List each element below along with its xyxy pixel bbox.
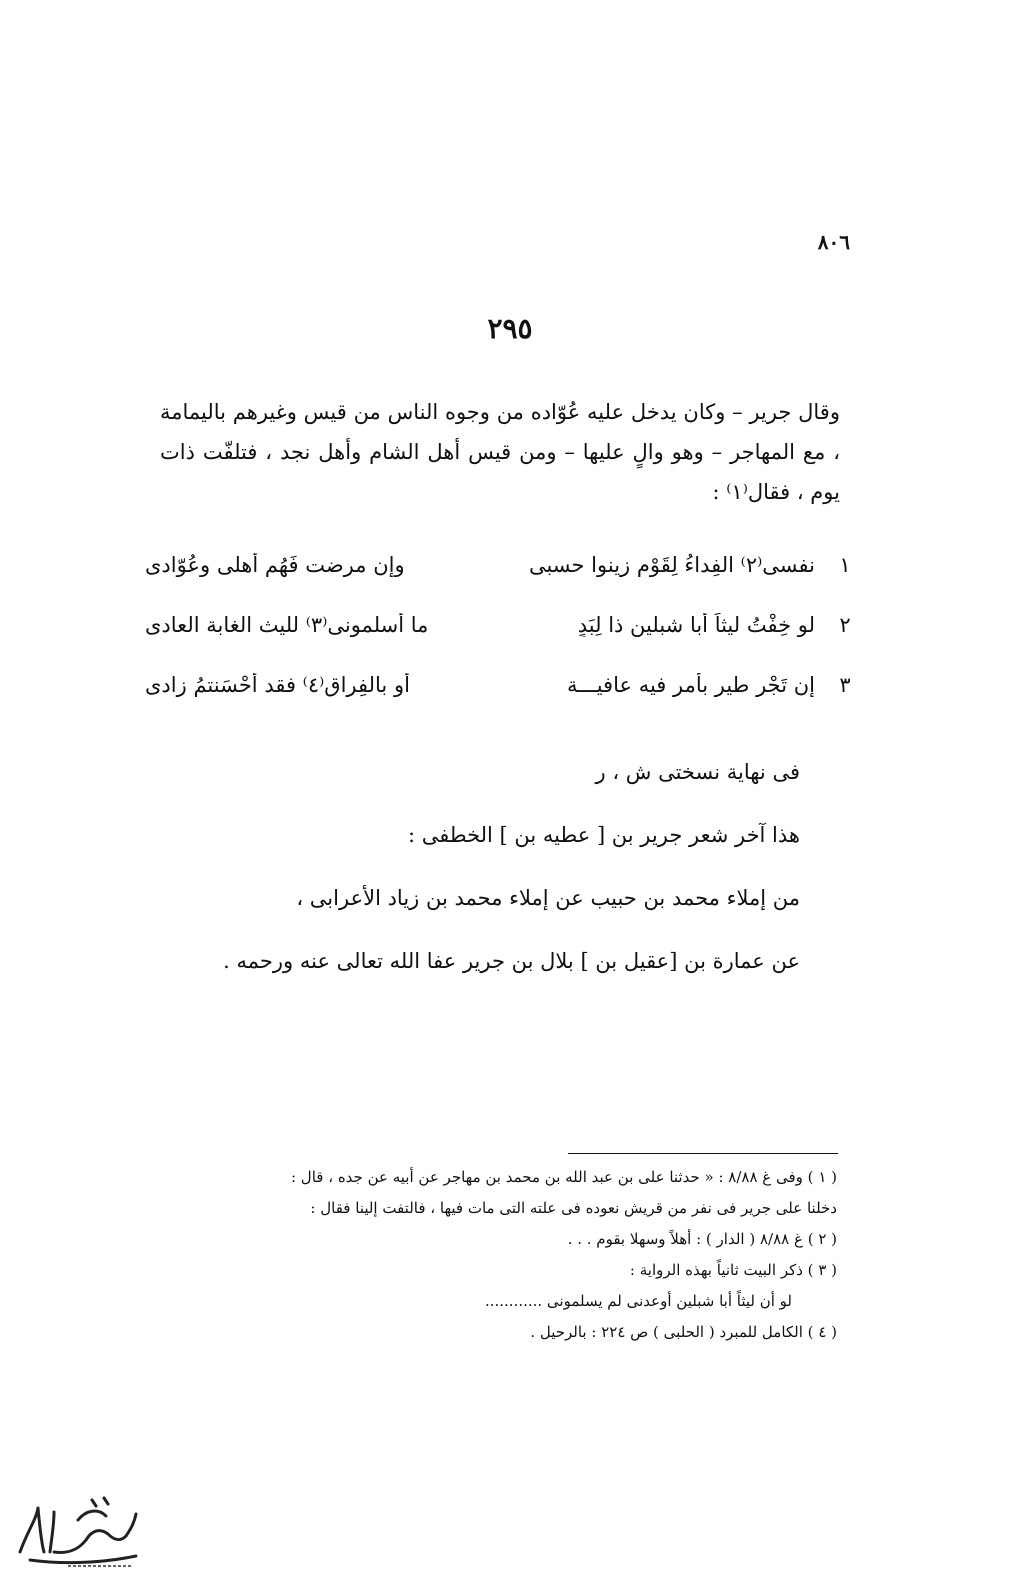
footnote-line: ( ١ ) وفى غ ٨/٨٨ : « حدثنا على بن عبد الله بن محمد بن مهاجر عن أبيه عن جده ، قال : [290, 1168, 837, 1186]
footnote-line: لو أن ليثاً أبا شبلين أوعدنى لم يسلمونى ............ [484, 1292, 792, 1310]
footnotes [185, 1163, 837, 1349]
colophon [160, 750, 800, 1002]
colophon-line: فى نهاية نسختى ش ، ر [595, 760, 800, 784]
verse-second-hemistich: وإن مرضت فَهُم أهلى وعُوّادى [145, 553, 405, 577]
verse-line [145, 605, 855, 665]
colophon-line: هذا آخر شعر جرير بن [ عطيه بن ] الخطفى : [407, 823, 800, 847]
verse-second-hemistich: ما أسلمونى⁽٣⁾ لليث الغابة العادى [145, 613, 429, 637]
intro-paragraph: وقال جرير – وكان يدخل عليه عُوّاده من وجوه الناس من قيس وغيرهم باليمامة ، مع المهاجر – وهو والٍ عليها – ومن قيس أهل الشام وأهل نجد ، فتلفّت ذات يوم ، فقال⁽١⁾ : [160, 400, 840, 504]
verse-number: ١ [839, 553, 851, 577]
verses [145, 545, 855, 725]
poem-number: ٢٩٥ [487, 312, 533, 345]
verse-first-hemistich: إن تَجْرِ طير بأمرٍ فيه عافيـــة [567, 673, 815, 697]
page-number: ٨٠٦ [817, 230, 850, 254]
verse-line [145, 665, 855, 725]
verse-number: ٣ [839, 673, 851, 697]
library-stamp-logo [8, 1490, 148, 1570]
colophon-line: من إملاء محمد بن حبيب عن إملاء محمد بن زياد الأعرابى ، [296, 886, 800, 910]
verse-number: ٢ [839, 613, 851, 637]
footnote-line: ( ٣ ) ذكر البيت ثانياً بهذه الرواية : [629, 1261, 837, 1279]
footnote-line: دخلنا على جرير فى نفر من قريش نعوده فى علته التى مات فيها ، فالتفت إلينا فقال : [310, 1199, 837, 1217]
verse-second-hemistich: أو بالفِراق⁽٤⁾ فقد أحْسَنتمُ زادى [145, 673, 410, 697]
colophon-line: عن عمارة بن [عقيل بن ] بلال بن جرير عفا الله تعالى عنه ورحمه . [223, 949, 800, 973]
footnote-line: ( ٤ ) الكامل للمبرد ( الحلبى ) ص ٢٢٤ : بالرحيل . [530, 1323, 837, 1341]
verse-line [145, 545, 855, 605]
footnote-divider [568, 1153, 838, 1154]
verse-first-hemistich: نفسى⁽٢⁾ الفِداءُ لِقَوْمٍ زينوا حسبى [528, 553, 815, 577]
verse-first-hemistich: لو خِفْتُ ليثاً أبا شبلين ذا لِبَدٍ [577, 613, 815, 637]
footnote-line: ( ٢ ) غ ٨/٨٨ ( الدار ) : أهلاً وسهلا بقوم . . . [567, 1230, 837, 1248]
